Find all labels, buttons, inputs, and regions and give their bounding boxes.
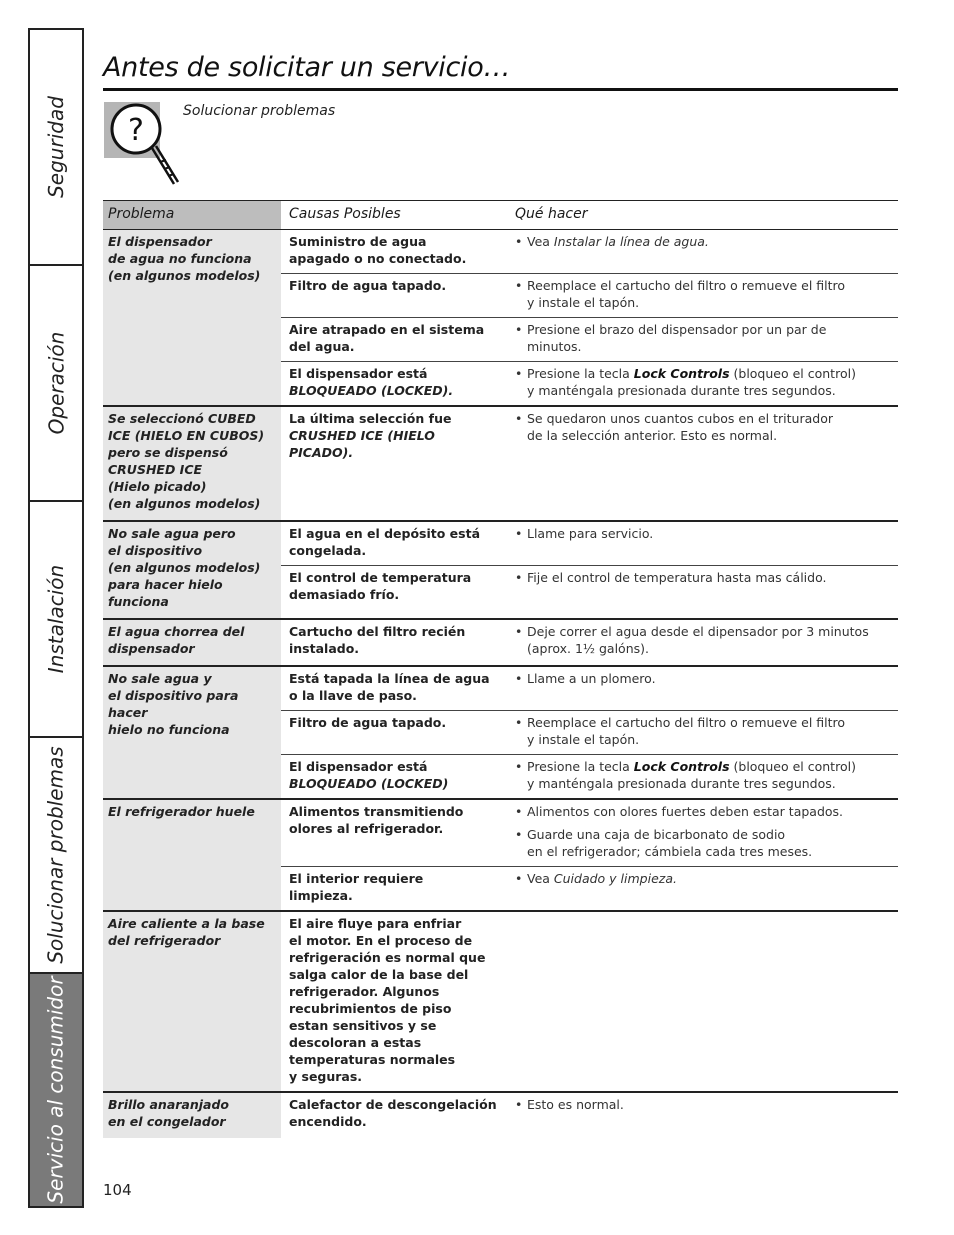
cause-text: El dispensador está [289, 366, 428, 381]
todo-text: Reemplace el cartucho del filtro o remueve el filtro y instale el tapón. [527, 278, 846, 310]
bullet: • [515, 322, 523, 337]
table-row [281, 522, 898, 566]
cause-text: El dispensador está [289, 759, 428, 774]
table-row [281, 274, 898, 318]
tab-seguridad[interactable] [30, 30, 82, 266]
question-magnifier-icon [104, 102, 184, 188]
todo-text: Presione la tecla [527, 759, 634, 774]
todo-text: Llame para servicio. [527, 526, 654, 541]
problem-group [103, 912, 898, 1093]
header-problema: Problema [103, 201, 281, 229]
todo-text: Llame a un plomero. [527, 671, 656, 686]
table-row [281, 867, 898, 910]
tab-instalacion[interactable] [30, 502, 82, 738]
bullet: • [515, 234, 523, 249]
cause-text: Aire atrapado en el sistema del agua. [289, 322, 485, 354]
cause-text: Filtro de agua tapado. [289, 715, 447, 730]
table-row [281, 362, 898, 405]
todo-text: Vea [527, 234, 554, 249]
cause-status: BLOQUEADO (LOCKED). [289, 383, 454, 398]
tab-solucionar-problemas[interactable] [30, 738, 82, 974]
cause-text: El interior requiere limpieza. [289, 871, 424, 903]
table-row [281, 318, 898, 362]
problem-group [103, 800, 898, 912]
todo-text: Presione el brazo del dispensador por un par de minutos. [527, 322, 827, 354]
bullet: • [515, 715, 523, 730]
bullet: • [515, 411, 523, 426]
bullet: • [515, 526, 523, 541]
lock-controls-key: Lock Controls [633, 366, 730, 381]
side-tabs [28, 28, 84, 1208]
problem-text: No sale agua y el dispositivo para hacer hielo no funciona [103, 667, 281, 798]
table-row [281, 711, 898, 755]
tab-label: Servicio al consumidor [44, 976, 69, 1204]
todo-text: Reemplace el cartucho del filtro o remueve el filtro y instale el tapón. [527, 715, 846, 747]
todo-text: Fije el control de temperatura hasta mas cálido. [527, 570, 827, 585]
problem-group [103, 230, 898, 407]
bullet: • [515, 759, 523, 774]
problem-group [103, 620, 898, 667]
problem-text: El dispensador de agua no funciona (en algunos modelos) [103, 230, 281, 405]
cause-text: El control de temperatura demasiado frío. [289, 570, 472, 602]
todo-text: Guarde una caja de bicarbonato de sodio en el refrigerador; cámbiela cada tres meses. [527, 827, 813, 859]
problem-group [103, 522, 898, 620]
table-row [281, 620, 898, 663]
cause-text: El agua en el depósito está congelada. [289, 526, 481, 558]
problem-text: El refrigerador huele [103, 800, 281, 910]
tab-label: Seguridad [44, 96, 69, 198]
problem-text: Brillo anaranjado en el congelador [103, 1093, 281, 1138]
problem-text: Se seleccionó CUBED ICE (HIELO EN CUBOS) pero se dispensó CRUSHED ICE (Hielo picado) (en algunos modelos) [103, 407, 281, 520]
cause-status: CRUSHED ICE (HIELO PICADO). [289, 428, 435, 460]
problem-text: El agua chorrea del dispensador [103, 620, 281, 665]
cause-text: Alimentos transmitiendo olores al refrigerador. [289, 804, 464, 836]
bullet: • [515, 827, 523, 842]
table-row [281, 566, 898, 609]
table-header [103, 200, 898, 230]
cause-text: El aire fluye para enfriar el motor. En el proceso de refrigeración es normal que salga calor de la base del refrigerador. Algunos recubrimientos de piso estan sensitivos y se descoloran a estas temperaturas normales y seguras. [289, 916, 486, 1084]
bullet: • [515, 1097, 523, 1112]
table-row [281, 1093, 898, 1136]
todo-text: (bloqueo el control) y manténgala presionada durante tres segundos. [527, 366, 856, 398]
problem-group [103, 1093, 898, 1138]
section-subtitle: Solucionar problemas [183, 103, 336, 119]
todo-text: (bloqueo el control) y manténgala presionada durante tres segundos. [527, 759, 856, 791]
tab-label: Solucionar problemas [44, 746, 68, 964]
cause-status: BLOQUEADO (LOCKED) [289, 776, 449, 791]
todo-text: Vea [527, 871, 554, 886]
todo-text [509, 912, 898, 1091]
bullet: • [515, 804, 523, 819]
problem-text: Aire caliente a la base del refrigerador [103, 912, 281, 1091]
troubleshooting-table [103, 200, 898, 1138]
problem-group [103, 407, 898, 522]
problem-text: No sale agua pero el dispositivo (en algunos modelos) para hacer hielo funciona [103, 522, 281, 618]
todo-ref: Cuidado y limpieza. [553, 871, 677, 886]
todo-text: Presione la tecla [527, 366, 634, 381]
table-row [281, 912, 898, 1091]
table-row [281, 800, 898, 867]
tab-operacion[interactable] [30, 266, 82, 502]
problem-group [103, 667, 898, 800]
tab-label: Operación [44, 331, 68, 435]
cause-text: Filtro de agua tapado. [289, 278, 447, 293]
todo-ref: Instalar la línea de agua. [553, 234, 709, 249]
svg-text:?: ? [128, 113, 144, 148]
tab-label: Instalación [44, 564, 68, 674]
page-title: Antes de solicitar un servicio… [103, 52, 511, 83]
lock-controls-key: Lock Controls [633, 759, 730, 774]
tab-servicio-consumidor[interactable] [30, 974, 82, 1206]
title-rule [103, 88, 898, 91]
bullet: • [515, 366, 523, 381]
cause-text: La última selección fue [289, 411, 452, 426]
header-causas: Causas Posibles [289, 206, 401, 222]
bullet: • [515, 871, 523, 886]
todo-text: Deje correr el agua desde el dipensador por 3 minutos (aprox. 1½ galóns). [527, 624, 869, 656]
table-row [281, 755, 898, 798]
header-que-hacer: Qué hacer [515, 206, 588, 222]
todo-text: Alimentos con olores fuertes deben estar tapados. [527, 804, 844, 819]
table-row [281, 667, 898, 711]
todo-text: Se quedaron unos cuantos cubos en el triturador de la selección anterior. Esto es normal. [527, 411, 833, 443]
bullet: • [515, 278, 523, 293]
cause-text: Está tapada la línea de agua o la llave de paso. [289, 671, 490, 703]
bullet: • [515, 671, 523, 686]
page-number: 104 [103, 1181, 132, 1199]
bullet: • [515, 570, 523, 585]
cause-text: Calefactor de descongelación encendido. [289, 1097, 497, 1129]
cause-text: Cartucho del filtro recién instalado. [289, 624, 466, 656]
table-row [281, 230, 898, 274]
table-row [281, 407, 898, 467]
bullet: • [515, 624, 523, 639]
todo-text: Esto es normal. [527, 1097, 624, 1112]
cause-text: Suministro de agua apagado o no conectado. [289, 234, 467, 266]
